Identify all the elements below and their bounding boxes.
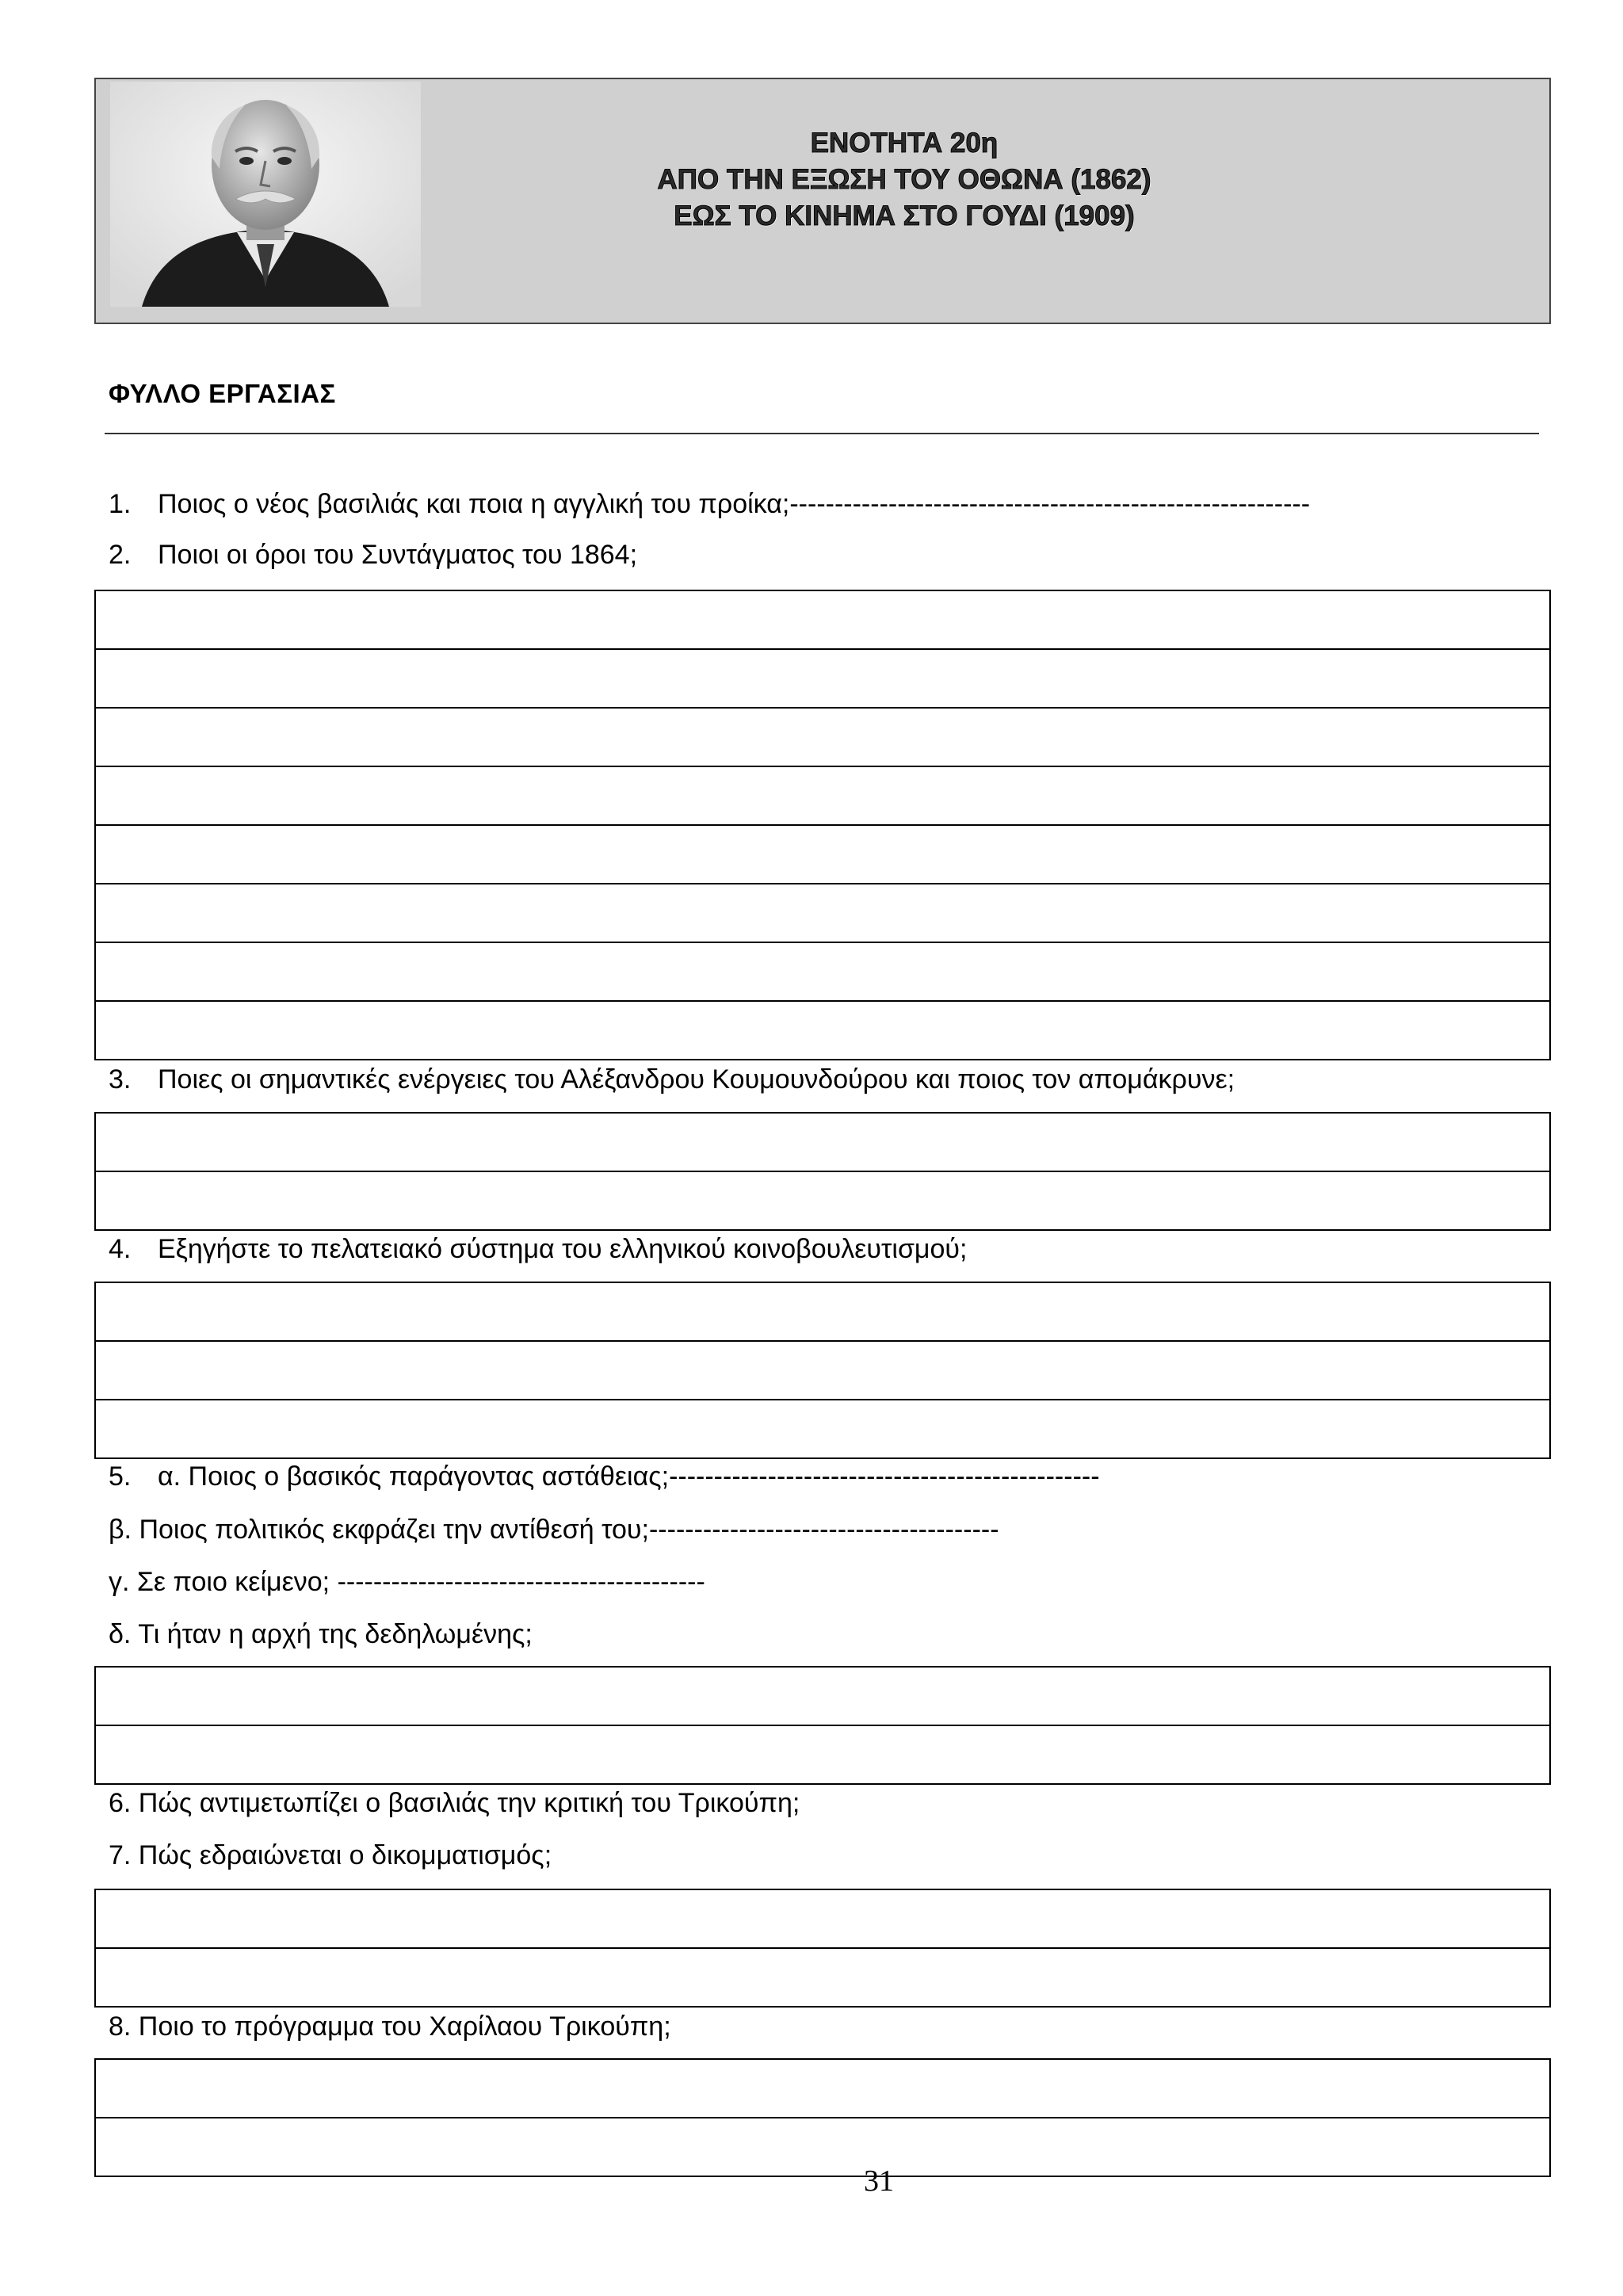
question-number: 1. <box>109 489 132 519</box>
question-number: 2. <box>109 540 132 570</box>
chapter-title-line3: ΕΩΣ ΤΟ ΚΙΝΗΜΑ ΣΤΟ ΓΟΥΔΙ (1909) <box>674 201 1135 231</box>
answer-box-q3[interactable] <box>94 1112 1551 1231</box>
answer-line[interactable] <box>96 709 1549 767</box>
question-text: α. Ποιος ο βασικός παράγοντας αστάθειας;------------------------------------------------ <box>158 1461 1100 1492</box>
answer-line[interactable] <box>96 767 1549 826</box>
chapter-title-line2: ΑΠΟ ΤΗΝ ΕΞΩΣΗ ΤΟΥ ΟΘΩΝΑ (1862) <box>657 164 1151 195</box>
answer-line[interactable] <box>96 1400 1549 1457</box>
chapter-title-line1: ΕΝΟΤΗΤΑ 20η <box>810 128 999 159</box>
question-number: 3. <box>109 1064 132 1095</box>
chapter-header <box>94 78 1551 324</box>
question-text: Ποιες οι σημαντικές ενέργειες του Αλέξανδρου Κουμουνδούρου και ποιος τον απομάκρυνε; <box>158 1064 1235 1095</box>
answer-line[interactable] <box>96 1002 1549 1059</box>
question-number: 4. <box>109 1234 132 1264</box>
answer-line[interactable] <box>96 591 1549 650</box>
question-2 <box>109 539 637 571</box>
worksheet-title: ΦΥΛΛΟ ΕΡΓΑΣΙΑΣ <box>109 379 336 408</box>
question-1 <box>109 488 1310 520</box>
answer-box-q2[interactable] <box>94 590 1551 1060</box>
portrait-photo <box>110 82 421 307</box>
question-text: Εξηγήστε το πελατειακό σύστημα του ελληνικού κοινοβουλευτισμού; <box>158 1234 968 1264</box>
question-7: 7. Πώς εδραιώνεται ο δικομματισμός; <box>109 1840 552 1870</box>
answer-line[interactable] <box>96 1726 1549 1783</box>
answer-line[interactable] <box>96 1283 1549 1342</box>
question-5d: δ. Τι ήταν η αρχή της δεδηλωμένης; <box>109 1619 533 1649</box>
question-4 <box>109 1233 967 1265</box>
answer-line[interactable] <box>96 943 1549 1002</box>
answer-line[interactable] <box>96 1114 1549 1172</box>
answer-line[interactable] <box>96 650 1549 709</box>
answer-box-q8[interactable] <box>94 2058 1551 2177</box>
answer-line[interactable] <box>96 2118 1549 2176</box>
question-8: 8. Ποιο το πρόγραμμα του Χαρίλαου Τρικούπη; <box>109 2011 671 2042</box>
answer-box-q4[interactable] <box>94 1282 1551 1459</box>
answer-line[interactable] <box>96 2060 1549 2118</box>
question-6: 6. Πώς αντιμετωπίζει ο βασιλιάς την κριτική του Τρικούπη; <box>109 1788 800 1818</box>
answer-line[interactable] <box>96 1342 1549 1400</box>
question-5a <box>109 1461 1100 1492</box>
answer-box-q5d[interactable] <box>94 1666 1551 1785</box>
question-text: Ποιος ο νέος βασιλιάς και ποια η αγγλική του προίκα;---------------------------------------------------------- <box>158 489 1311 519</box>
answer-line[interactable] <box>96 1949 1549 2006</box>
question-number: 5. <box>109 1461 132 1492</box>
answer-line[interactable] <box>96 884 1549 943</box>
question-text: Ποιοι οι όροι του Συντάγματος του 1864; <box>158 540 638 570</box>
answer-line[interactable] <box>96 826 1549 884</box>
title-divider <box>105 433 1539 434</box>
page-number: 31 <box>864 2164 894 2198</box>
question-3 <box>109 1064 1235 1095</box>
answer-line[interactable] <box>96 1668 1549 1726</box>
answer-line[interactable] <box>96 1172 1549 1229</box>
answer-box-q7[interactable] <box>94 1889 1551 2008</box>
chapter-title <box>468 125 1340 235</box>
question-5b: β. Ποιος πολιτικός εκφράζει την αντίθεσή του;--------------------------------------- <box>109 1515 999 1545</box>
answer-line[interactable] <box>96 1890 1549 1949</box>
question-5c: γ. Σε ποιο κείμενο; ----------------------------------------- <box>109 1567 705 1597</box>
